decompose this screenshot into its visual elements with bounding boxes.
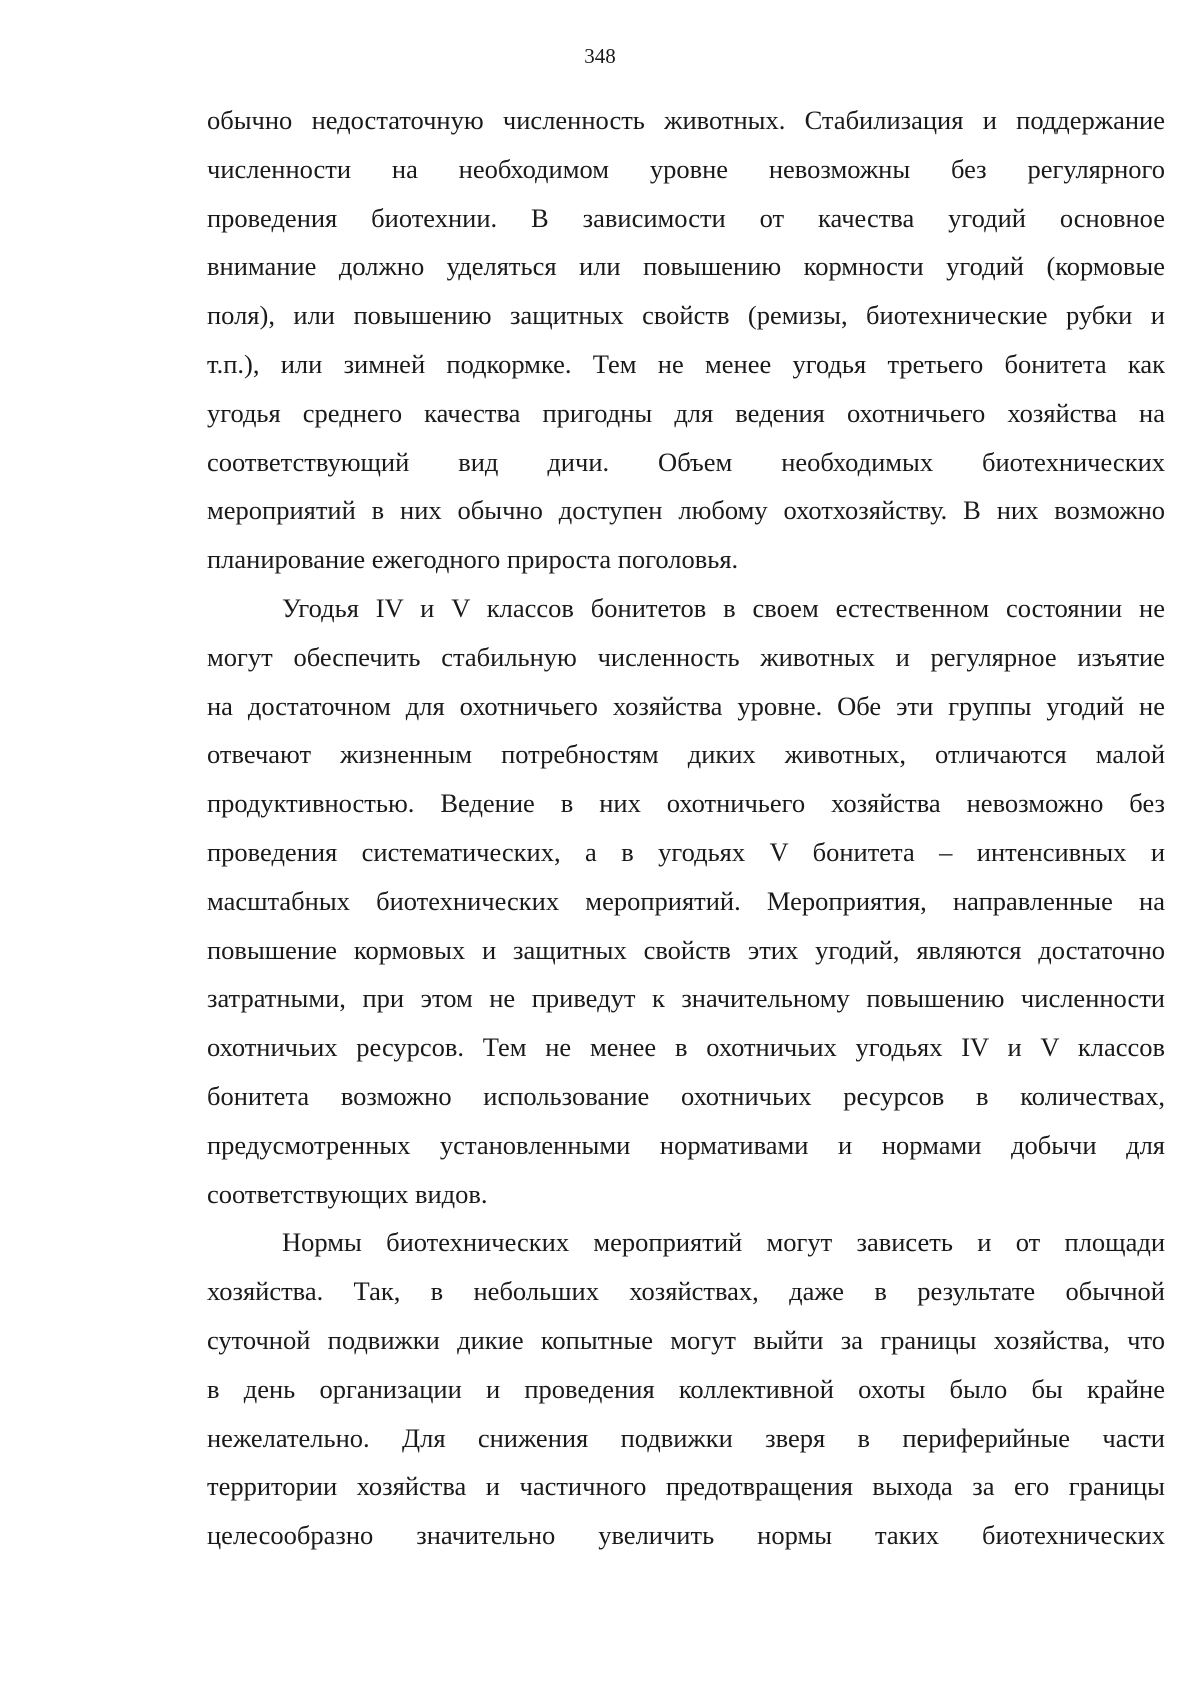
text-line: целесообразно значительно увеличить нормы таких биотехнических — [207, 1520, 1165, 1551]
text-line: нежелательно. Для снижения подвижки зверя в периферийные части — [207, 1422, 1165, 1453]
text-line: хозяйства. Так, в небольших хозяйствах, даже в результате обычной — [207, 1276, 1165, 1307]
text-line: планирование ежегодного прироста поголовья. — [207, 544, 739, 575]
paragraph — [207, 96, 1165, 584]
page-number: 348 — [584, 44, 616, 68]
text-line: поля), или повышению защитных свойств (ремизы, биотехнические рубки и — [207, 300, 1165, 331]
paragraph — [207, 584, 1165, 1218]
text-line: проведения систематических, а в угодьях V бонитета – интенсивных и — [207, 836, 1165, 867]
text-line: бонитета возможно использование охотничьих ресурсов в количествах, — [207, 1080, 1165, 1111]
text-line: внимание должно уделяться или повышению кормности угодий (кормовые — [207, 251, 1165, 282]
text-line: могут обеспечить стабильную численность животных и регулярное изъятие — [207, 641, 1165, 672]
text-line: соответствующий вид дичи. Объем необходимых биотехнических — [207, 446, 1165, 477]
text-line: повышение кормовых и защитных свойств этих угодий, являются достаточно — [207, 934, 1165, 965]
text-line: т.п.), или зимней подкормке. Тем не менее угодья третьего бонитета как — [207, 348, 1165, 379]
text-line: угодья среднего качества пригодны для ведения охотничьего хозяйства на — [207, 397, 1165, 428]
text-line: соответствующих видов. — [207, 1178, 488, 1209]
text-line: проведения биотехнии. В зависимости от качества угодий основное — [207, 202, 1165, 233]
text-line: Угодья IV и V классов бонитетов в своем естественном состоянии не — [282, 592, 1165, 623]
text-line: на достаточном для охотничьего хозяйства уровне. Обе эти группы угодий не — [207, 690, 1165, 721]
body-text — [207, 96, 1165, 1560]
text-line: суточной подвижки дикие копытные могут выйти за границы хозяйства, что — [207, 1324, 1165, 1355]
text-line: численности на необходимом уровне невозможны без регулярного — [207, 153, 1165, 184]
text-line: обычно недостаточную численность животных. Стабилизация и поддержание — [207, 105, 1165, 135]
text-line: продуктивностью. Ведение в них охотничьего хозяйства невозможно без — [207, 788, 1165, 819]
text-line: мероприятий в них обычно доступен любому охотхозяйству. В них возможно — [207, 495, 1165, 526]
text-line: территории хозяйства и частичного предотвращения выхода за его границы — [207, 1471, 1165, 1502]
paragraph — [207, 1218, 1165, 1560]
text-line: затратными, при этом не приведут к значительному повышению численности — [207, 983, 1165, 1014]
text-line: отвечают жизненным потребностям диких животных, отличаются малой — [207, 739, 1165, 770]
text-line: предусмотренных установленными нормативами и нормами добычи для — [207, 1129, 1165, 1160]
text-line: в день организации и проведения коллективной охоты было бы крайне — [207, 1373, 1165, 1404]
text-line: Нормы биотехнических мероприятий могут зависеть и от площади — [282, 1227, 1165, 1258]
text-line: охотничьих ресурсов. Тем не менее в охотничьих угодьях IV и V классов — [207, 1032, 1165, 1063]
text-line: масштабных биотехнических мероприятий. Мероприятия, направленные на — [207, 885, 1165, 916]
